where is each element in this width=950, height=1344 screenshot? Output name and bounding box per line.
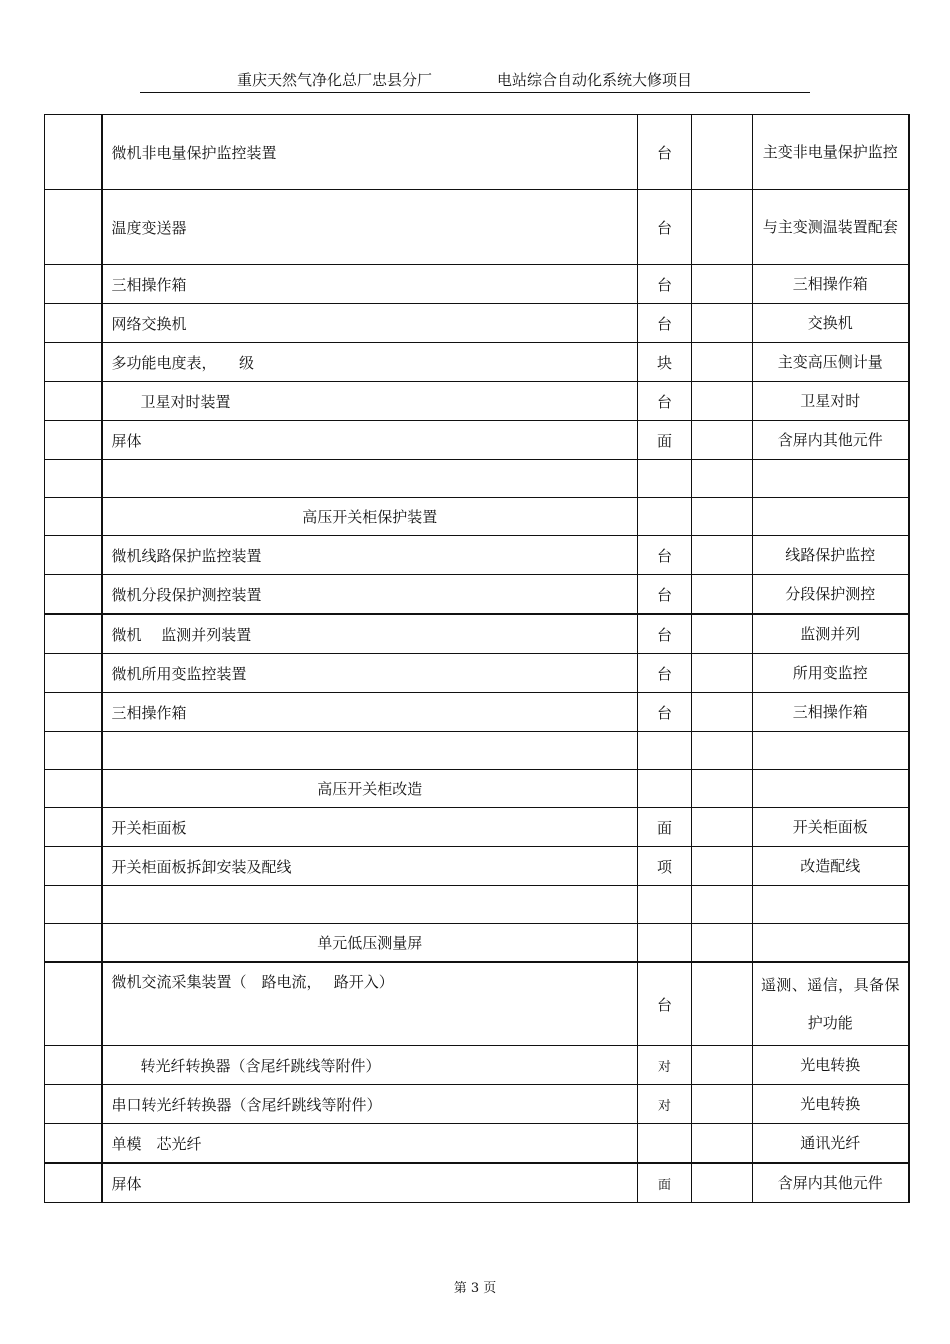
remark-cell — [753, 498, 909, 536]
unit-cell — [638, 924, 692, 963]
unit-cell: 台 — [638, 190, 692, 265]
table-row — [45, 654, 909, 693]
header-company: 重庆天然气净化总厂忠县分厂 — [237, 71, 433, 89]
row-index-cell — [45, 654, 102, 693]
remark-cell: 三相操作箱 — [753, 265, 909, 304]
row-index-cell — [45, 962, 102, 1046]
quantity-cell — [692, 1124, 753, 1164]
unit-cell: 面 — [638, 421, 692, 460]
remark-cell — [753, 460, 909, 498]
remark-cell: 含屏内其他元件 — [753, 421, 909, 460]
quantity-cell — [692, 265, 753, 304]
table-row — [45, 1124, 909, 1164]
quantity-cell — [692, 460, 753, 498]
remark-cell: 主变高压侧计量 — [753, 343, 909, 382]
table-row — [45, 575, 909, 615]
unit-cell: 台 — [638, 382, 692, 421]
quantity-cell — [692, 770, 753, 808]
table-row — [45, 1085, 909, 1124]
unit-cell — [638, 732, 692, 770]
item-name-cell: 微机 监测并列装置 — [102, 614, 638, 654]
quantity-cell — [692, 654, 753, 693]
page-header — [140, 68, 810, 93]
quantity-cell — [692, 304, 753, 343]
equipment-table — [44, 114, 910, 1203]
table-row — [45, 115, 909, 190]
row-index-cell — [45, 190, 102, 265]
unit-cell — [638, 460, 692, 498]
quantity-cell — [692, 575, 753, 615]
table-row — [45, 460, 909, 498]
quantity-cell — [692, 1085, 753, 1124]
quantity-cell — [692, 732, 753, 770]
table-row — [45, 343, 909, 382]
item-name-cell: 转光纤转换器（含尾纤跳线等附件） — [102, 1046, 638, 1085]
unit-cell: 面 — [638, 1163, 692, 1203]
item-name-cell: 多功能电度表， 级 — [102, 343, 638, 382]
section-heading-cell: 单元低压测量屏 — [102, 924, 638, 963]
item-name-cell: 微机所用变监控装置 — [102, 654, 638, 693]
row-index-cell — [45, 770, 102, 808]
item-name-cell: 屏体 — [102, 421, 638, 460]
table-row — [45, 808, 909, 847]
row-index-cell — [45, 115, 102, 190]
item-name-cell: 温度变送器 — [102, 190, 638, 265]
item-name-cell: 卫星对时装置 — [102, 382, 638, 421]
remark-cell: 线路保护监控 — [753, 536, 909, 575]
unit-cell: 对 — [638, 1085, 692, 1124]
row-index-cell — [45, 1046, 102, 1085]
row-index-cell — [45, 1163, 102, 1203]
item-name-cell: 开关柜面板 — [102, 808, 638, 847]
unit-cell: 台 — [638, 536, 692, 575]
item-name-cell: 屏体 — [102, 1163, 638, 1203]
item-name-cell: 串口转光纤转换器（含尾纤跳线等附件） — [102, 1085, 638, 1124]
quantity-cell — [692, 614, 753, 654]
unit-cell: 项 — [638, 847, 692, 886]
remark-cell: 光电转换 — [753, 1085, 909, 1124]
remark-cell: 所用变监控 — [753, 654, 909, 693]
unit-cell: 台 — [638, 614, 692, 654]
item-name-cell: 微机线路保护监控装置 — [102, 536, 638, 575]
row-index-cell — [45, 614, 102, 654]
table-row — [45, 1046, 909, 1085]
row-index-cell — [45, 1124, 102, 1164]
item-name-cell: 网络交换机 — [102, 304, 638, 343]
row-index-cell — [45, 886, 102, 924]
table-row — [45, 304, 909, 343]
table-row — [45, 190, 909, 265]
header-project: 电站综合自动化系统大修项目 — [497, 71, 693, 89]
quantity-cell — [692, 847, 753, 886]
remark-cell: 遥测、遥信，具备保护功能 — [753, 962, 909, 1046]
unit-cell — [638, 498, 692, 536]
quantity-cell — [692, 115, 753, 190]
remark-cell: 改造配线 — [753, 847, 909, 886]
row-index-cell — [45, 382, 102, 421]
row-index-cell — [45, 536, 102, 575]
table-row — [45, 693, 909, 732]
table-row — [45, 536, 909, 575]
table-row — [45, 886, 909, 924]
section-heading-cell: 高压开关柜改造 — [102, 770, 638, 808]
unit-cell: 台 — [638, 265, 692, 304]
unit-cell — [638, 1124, 692, 1164]
item-name-cell: 微机非电量保护监控装置 — [102, 115, 638, 190]
table-row — [45, 614, 909, 654]
table-row — [45, 924, 909, 963]
page-number: 第 3 页 — [453, 1281, 497, 1296]
row-index-cell — [45, 847, 102, 886]
row-index-cell — [45, 924, 102, 963]
item-name-cell — [102, 732, 638, 770]
table-row — [45, 732, 909, 770]
remark-cell — [753, 732, 909, 770]
unit-cell: 台 — [638, 115, 692, 190]
remark-cell — [753, 924, 909, 963]
row-index-cell — [45, 808, 102, 847]
unit-cell: 台 — [638, 304, 692, 343]
row-index-cell — [45, 1085, 102, 1124]
row-index-cell — [45, 498, 102, 536]
unit-cell: 台 — [638, 654, 692, 693]
table-row — [45, 1163, 909, 1203]
remark-cell: 卫星对时 — [753, 382, 909, 421]
quantity-cell — [692, 1046, 753, 1085]
unit-cell: 台 — [638, 575, 692, 615]
row-index-cell — [45, 343, 102, 382]
row-index-cell — [45, 575, 102, 615]
remark-cell — [753, 886, 909, 924]
item-name-cell: 三相操作箱 — [102, 265, 638, 304]
item-name-cell: 三相操作箱 — [102, 693, 638, 732]
remark-cell: 含屏内其他元件 — [753, 1163, 909, 1203]
quantity-cell — [692, 421, 753, 460]
quantity-cell — [692, 498, 753, 536]
unit-cell: 对 — [638, 1046, 692, 1085]
quantity-cell — [692, 382, 753, 421]
table-row — [45, 265, 909, 304]
table-row — [45, 421, 909, 460]
row-index-cell — [45, 421, 102, 460]
quantity-cell — [692, 536, 753, 575]
table-row — [45, 382, 909, 421]
remark-cell: 分段保护测控 — [753, 575, 909, 615]
row-index-cell — [45, 304, 102, 343]
row-index-cell — [45, 265, 102, 304]
item-name-cell: 单模 芯光纤 — [102, 1124, 638, 1164]
quantity-cell — [692, 886, 753, 924]
table-row — [45, 847, 909, 886]
remark-cell: 光电转换 — [753, 1046, 909, 1085]
table-row — [45, 962, 909, 1046]
unit-cell: 台 — [638, 693, 692, 732]
remark-cell: 交换机 — [753, 304, 909, 343]
quantity-cell — [692, 1163, 753, 1203]
item-name-cell: 开关柜面板拆卸安装及配线 — [102, 847, 638, 886]
table-row — [45, 770, 909, 808]
row-index-cell — [45, 732, 102, 770]
quantity-cell — [692, 962, 753, 1046]
section-heading-cell: 高压开关柜保护装置 — [102, 498, 638, 536]
row-index-cell — [45, 460, 102, 498]
remark-cell: 与主变测温装置配套 — [753, 190, 909, 265]
remark-cell: 开关柜面板 — [753, 808, 909, 847]
unit-cell: 面 — [638, 808, 692, 847]
unit-cell — [638, 770, 692, 808]
quantity-cell — [692, 190, 753, 265]
item-name-cell — [102, 460, 638, 498]
item-name-cell: 微机分段保护测控装置 — [102, 575, 638, 615]
unit-cell: 块 — [638, 343, 692, 382]
remark-cell: 通讯光纤 — [753, 1124, 909, 1164]
item-name-cell: 微机交流采集装置（ 路电流， 路开入） — [102, 962, 638, 1046]
unit-cell: 台 — [638, 962, 692, 1046]
quantity-cell — [692, 693, 753, 732]
row-index-cell — [45, 693, 102, 732]
quantity-cell — [692, 808, 753, 847]
remark-cell: 监测并列 — [753, 614, 909, 654]
remark-cell — [753, 770, 909, 808]
remark-cell: 主变非电量保护监控 — [753, 115, 909, 190]
quantity-cell — [692, 343, 753, 382]
item-name-cell — [102, 886, 638, 924]
remark-cell: 三相操作箱 — [753, 693, 909, 732]
quantity-cell — [692, 924, 753, 963]
unit-cell — [638, 886, 692, 924]
table-row — [45, 498, 909, 536]
